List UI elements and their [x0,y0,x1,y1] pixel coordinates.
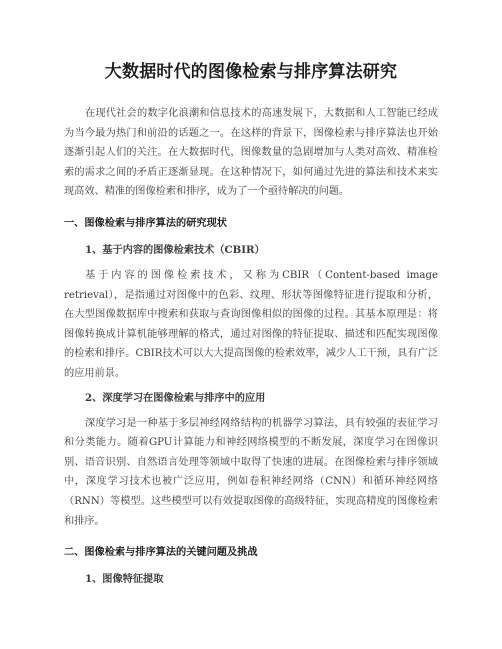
subsection-heading-1-1: 1、基于内容的图像检索技术（CBIR） [85,243,265,256]
subsection-body-1-2: 深度学习是一种基于多层神经网络结构的机器学习算法，具有较强的表征学习和分类能力。随着GPU计算能力和神经网络模型的不断发展，深度学习在图像识别、语音识别、自然语言处理等领域中取得了快速的进展。在图像检索与排序领域中，深度学习技术也被广泛应用，例如卷积神经网络（CNN）和循环神经网络（RNN）等模型。这些模型可以有效提取图像的高级特征，实现高精度的图像检索和排序。 [64,417,438,527]
subsection-body-1-1: 基于内容的图像检索技术，又称为CBIR（Content-based image retrieval），是指通过对图像中的色彩、纹理、形状等图像特征进行提取和分析，在大型图像数据库中搜索和获取与查询图像相似的图像的过程。其基本原理是：将图像转换成计算机能够理解的格式，通过对图像的特征提取、描述和匹配实现图像的检索和排序。CBIR技术可以大大提高图像的检索效率，减少人工干预，具有广泛的应用前景。 [64,269,438,379]
spacer [64,202,438,206]
document-title: 大数据时代的图像检索与排序算法研究 [104,62,398,82]
intro-paragraph: 在现代社会的数字化浪潮和信息技术的高速发展下，大数据和人工智能已经成为当今最为热门和前沿的话题之一。在这样的背景下，图像检索与排序算法也开始逐渐引起人们的关注。在大数据时代，图像数量的急剧增加与人类对高效、精准检索的需求之间的矛盾正逐渐显现。在这种情况下，如何通过先进的算法和技术来实现高效、精准的图像检索和排序，成为了一个亟待解决的问题。 [64,108,438,198]
spacer [64,531,438,535]
section-heading-2: 二、图像检索与排序算法的关键问题及挑战 [64,547,258,559]
subsection-heading-2-1: 1、图像特征提取 [85,573,164,586]
subsection-heading-1-2: 2、深度学习在图像检索与排序中的应用 [85,391,266,404]
section-heading-1: 一、图像检索与排序算法的研究现状 [64,217,227,229]
